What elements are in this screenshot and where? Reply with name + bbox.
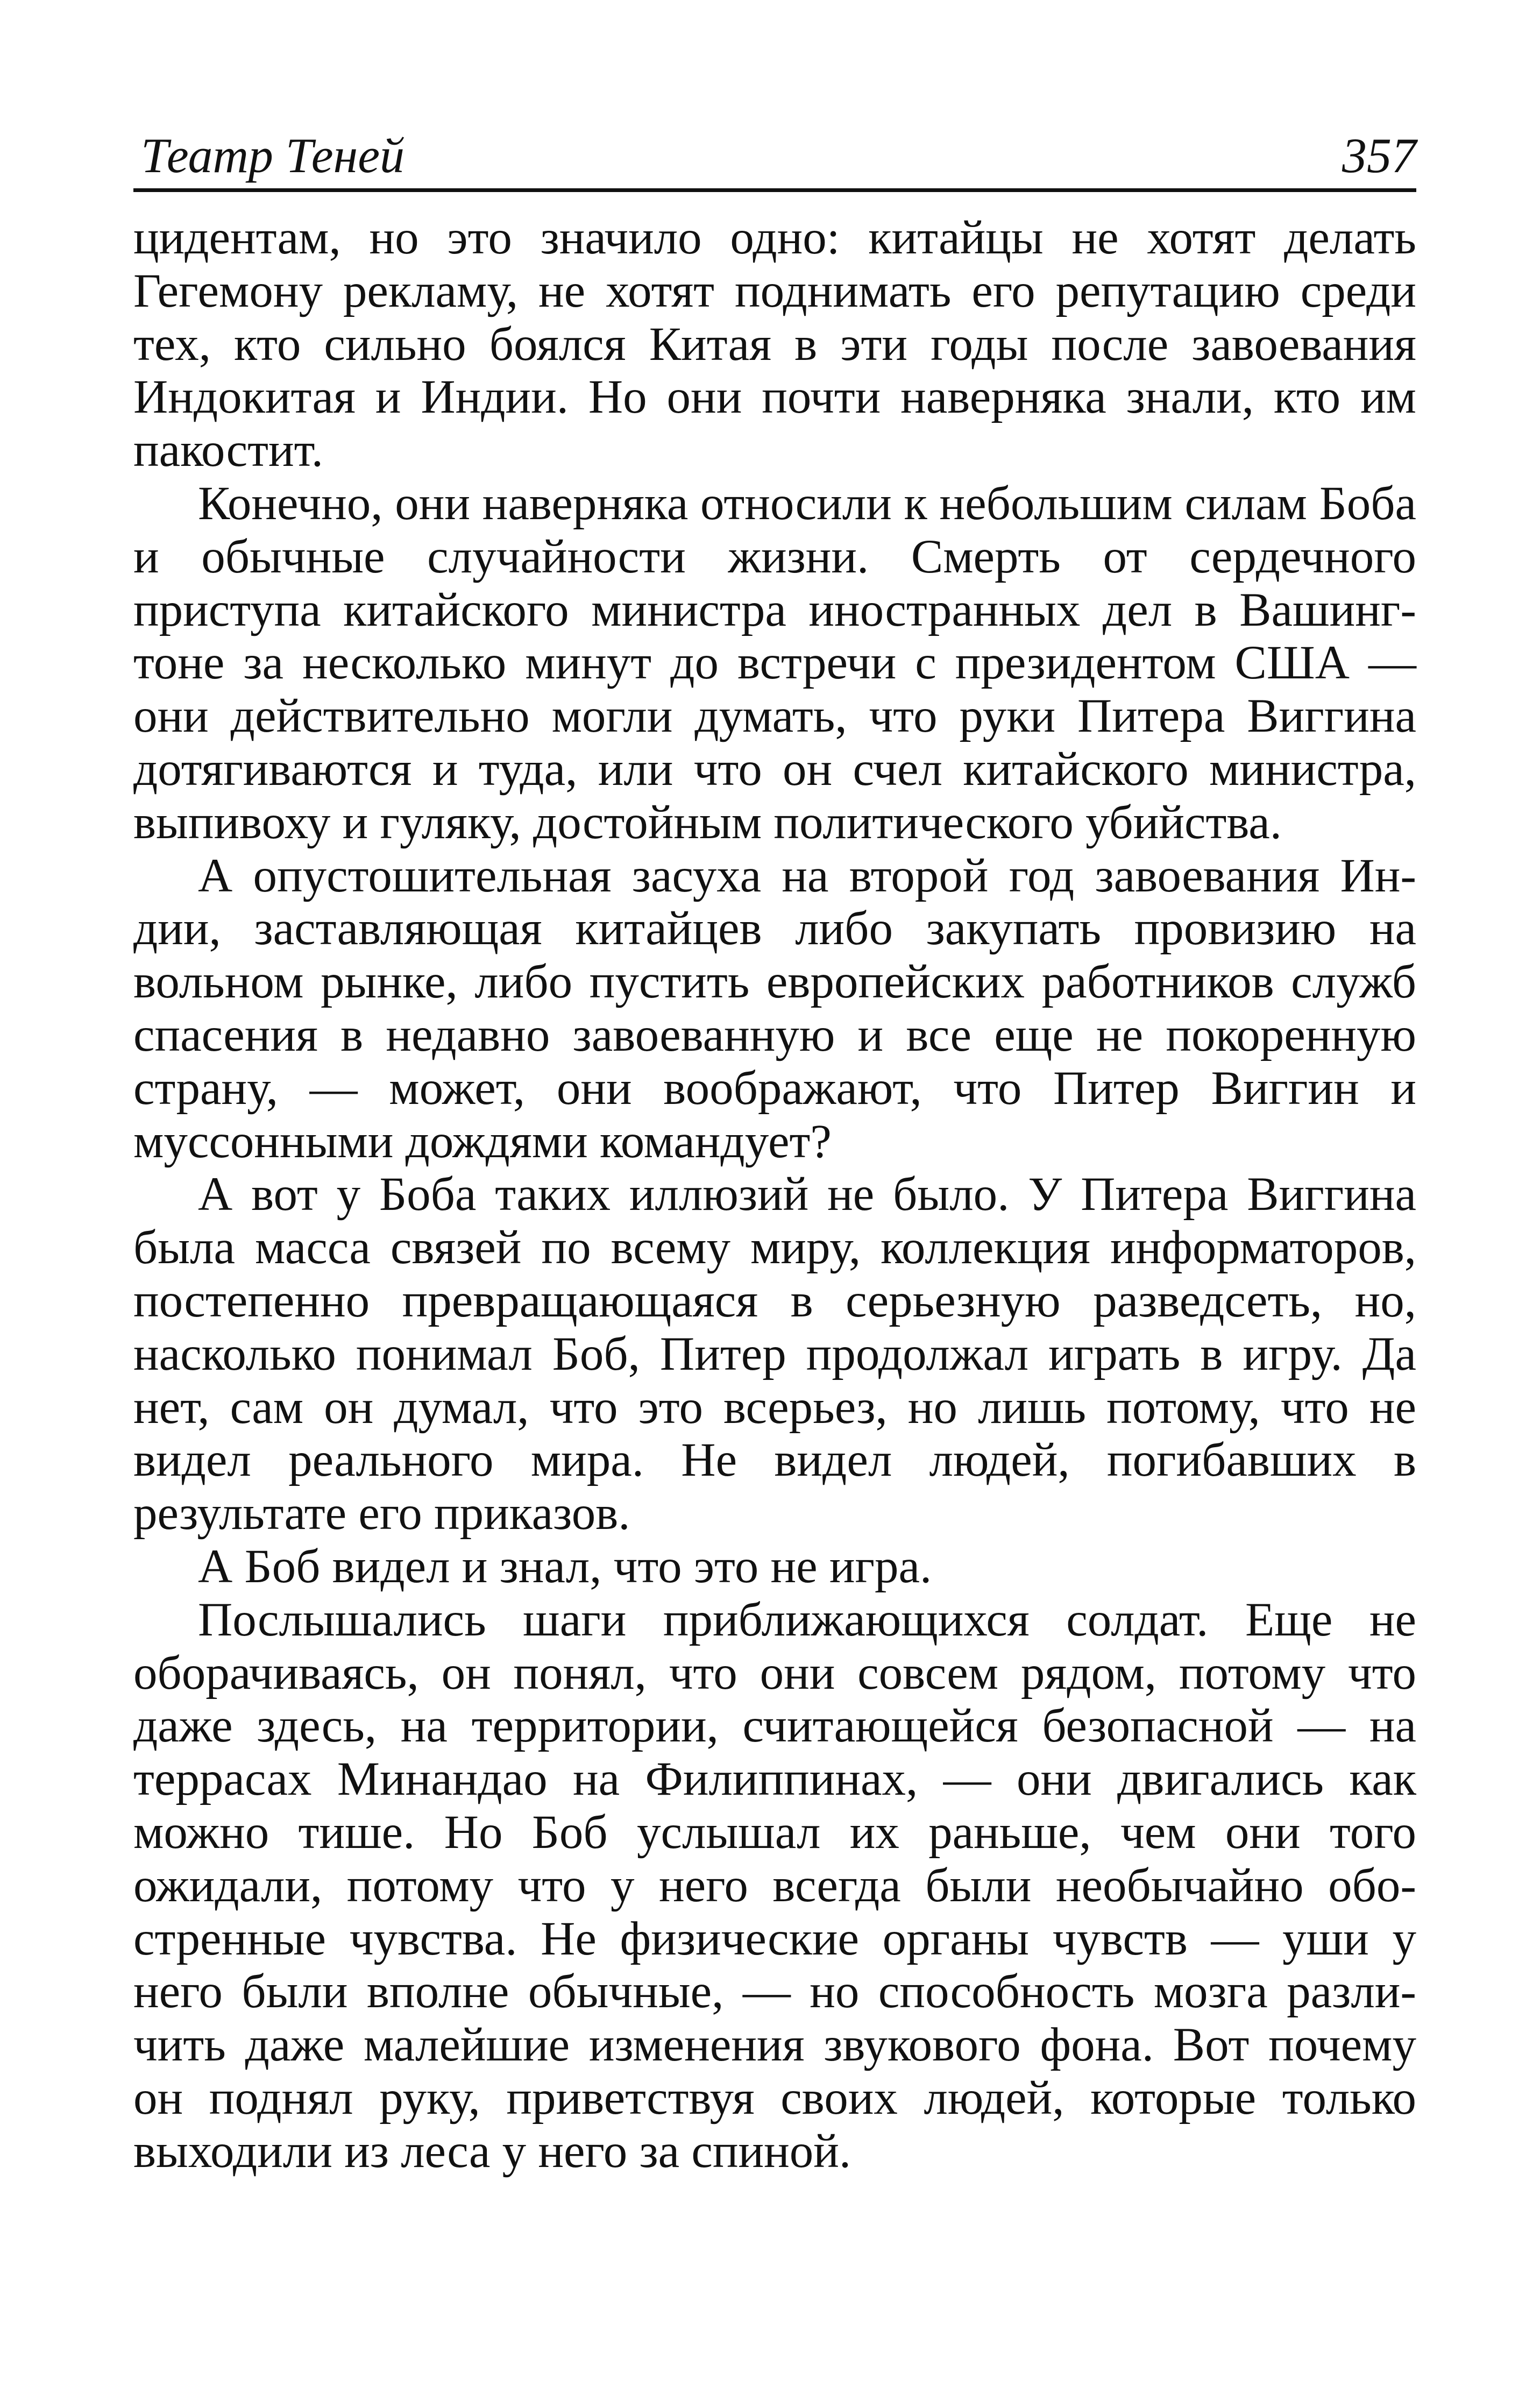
page-number: 357 <box>1342 128 1416 183</box>
text-body <box>133 211 1416 2178</box>
paragraph: А вот у Боба таких иллюзий не было. У Питера Виггина была масса связей по всему миру, коллекция информаторов, постепенно превращающаяся в серьезную разведсеть, но, насколько понимал Боб, Питер продолжал играть в игру. Да нет, сам он думал, что это всерьез, но лишь потому, что не видел реального мира. Не видел людей, погибавших в результате его приказов. <box>133 1168 1416 1540</box>
paragraph: Конечно, они наверняка относили к небольшим силам Боба и обычные случайности жизни. Смерть от сердечного приступа китайского министра иностранных дел в Вашингтоне за несколько минут до встречи с президентом США — они действительно могли думать, что руки Питера Виггина дотягиваются и туда, или что он счел китайского министра, выпивоху и гуляку, достойным политического убийства. <box>133 477 1416 849</box>
paragraph-continued: цидентам, но это значило одно: китайцы не хотят делать Гегемону рекламу, не хотят поднимать его репутацию среди тех, кто сильно боялся Китая в эти годы после завоевания Индокитая и Индии. Но они почти наверняка знали, кто им пакостит. <box>133 211 1416 477</box>
paragraph: Послышались шаги приближающихся солдат. Еще не оборачиваясь, он понял, что они совсем рядом, потому что даже здесь, на территории, считающейся безопасной — на террасах Минандао на Филиппинах, — они двигались как можно тише. Но Боб услышал их раньше, чем они того ожидали, потому что у него всегда были необычайно обостренные чувства. Не физические органы чувств — уши у него были вполне обычные, — но способность мозга различить даже малейшие изменения звукового фона. Вот почему он поднял руку, приветствуя своих людей, которые только выходили из леса у него за спиной. <box>133 1593 1416 2178</box>
paragraph: А Боб видел и знал, что это не игра. <box>198 1540 932 1593</box>
running-head <box>133 113 1416 192</box>
paragraph: А опустошительная засуха на второй год завоевания Индии, заставляющая китайцев либо закупать провизию на вольном рынке, либо пустить европейских работников служб спасения в недавно завоеванную и все еще не покоренную страну, — может, они воображают, что Питер Виггин и муссонными дождями командует? <box>133 849 1416 1168</box>
running-head-title: Театр Теней <box>141 128 405 183</box>
book-page <box>133 113 1416 2178</box>
